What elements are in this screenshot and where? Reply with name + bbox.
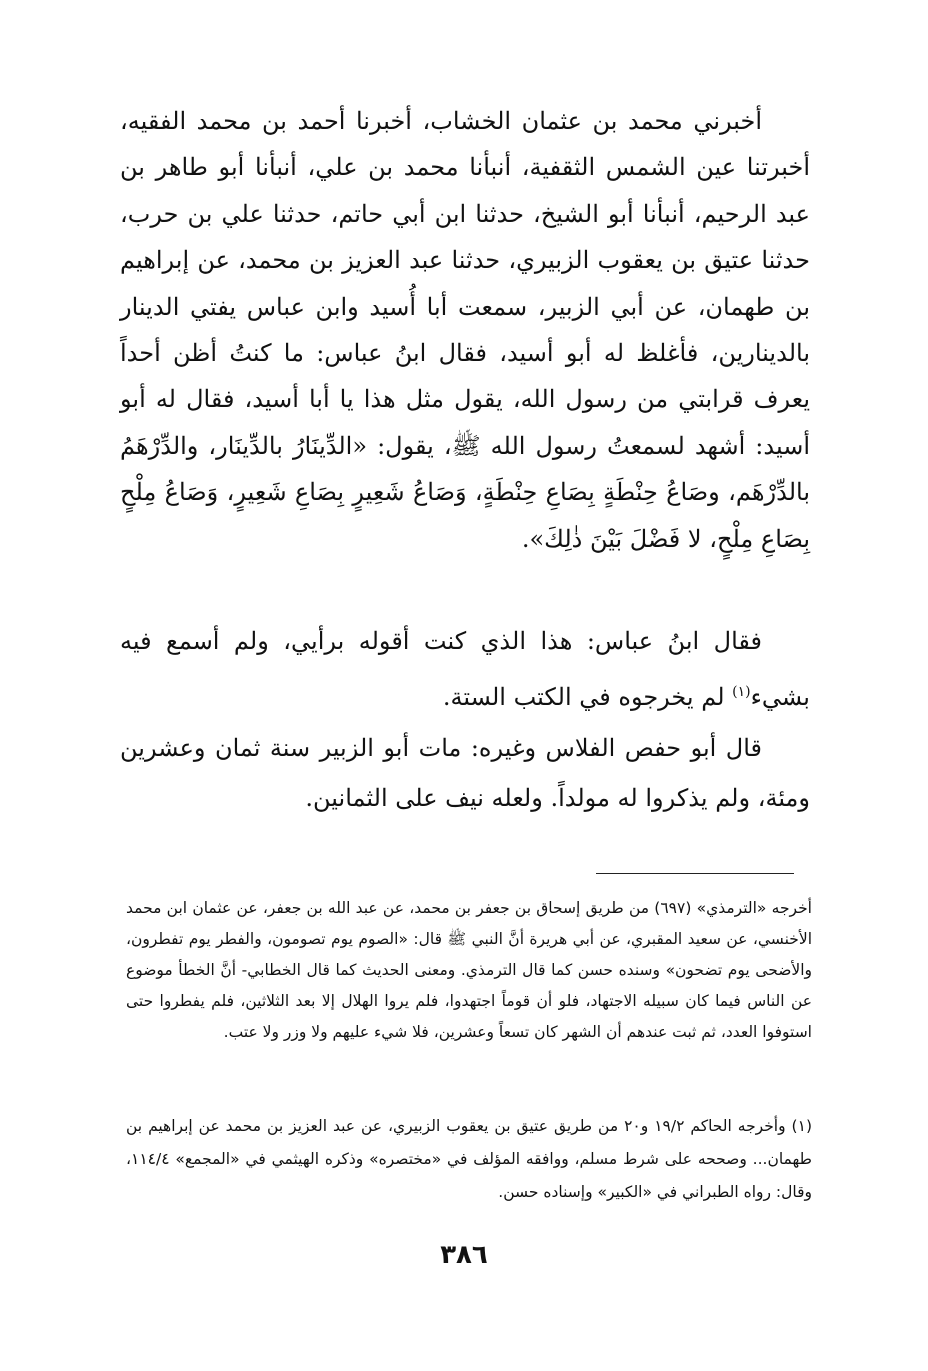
paragraph-ibn-abbas-reply <box>120 613 810 725</box>
paragraph-ibn-abbas-text: فقال ابنُ عباس: هذا الذي كنت أقوله برأيي، ولم أسمع فيه بشيء <box>120 627 810 711</box>
footnote-ref-1: (١) <box>732 684 751 700</box>
footnote-1-hakim: (١) وأخرجه الحاكم ١٩/٢ و٢٠ من طريق عتيق بن يعقوب الزبيري، عن عبد العزيز بن محمد عن إبراهيم بن طهمان... وصححه على شرط مسلم، ووافقه المؤلف في «مختصره» وذكره الهيثمي في «المجمع» ١١٤/٤، وقال: رواه الطبراني في «الكبير» وإسناده حسن. <box>126 1117 812 1201</box>
footnote-tirmidhi: أخرجه «الترمذي» (٦٩٧) من طريق إسحاق بن جعفر بن محمد، عن عبد الله بن جعفر، عن عثمان ابن محمد الأخنسي، عن سعيد المقبري، عن أبي هريرة أنَّ النبي ﷺ قال: «الصوم يوم تصومون، والفطر يوم تفطرون، والأضحى يوم تضحون» وسنده حسن كما قال الترمذي. ومعنى الحديث كما قال الخطابي- أنَّ الخطأ موضوع عن الناس فيما كان سبيله الاجتهاد، فلو أن قوماً اجتهدوا، فلم يروا الهلال إلا بعد الثلاثين، فلم يفطروا حتى استوفوا العدد، ثم ثبت عندهم أن الشهر كان تسعاً وعشرين، فلا شيء عليهم ولا وزر ولا عتب. <box>126 899 812 1041</box>
footnote-divider <box>596 873 794 874</box>
paragraph-ibn-abbas-end: لم يخرجوه في الكتب الستة. <box>442 683 725 711</box>
paragraph-abu-hafs: قال أبو حفص الفلاس وغيره: مات أبو الزبير سنة ثمان وعشرين ومئة، ولم يذكروا له مولداً. ولعله نيف على الثمانين. <box>120 734 810 812</box>
paragraph-isnad-hadith: أخبرني محمد بن عثمان الخشاب، أخبرنا أحمد بن محمد الفقيه، أخبرتنا عين الشمس الثقفية، أنبأنا محمد بن علي، أنبأنا أبو طاهر بن عبد الرحيم، أنبأنا أبو الشيخ، حدثنا ابن أبي حاتم، حدثنا علي بن حرب، حدثنا عتيق بن يعقوب الزبيري، حدثنا عبد العزيز بن محمد، عن إبراهيم بن طهمان، عن أبي الزبير، سمعت أبا أُسيد وابن عباس يفتي الدينار بالدينارين، فأغلظ له أبو أسيد، فقال ابنُ عباس: ما كنتُ أظن أحداً يعرف قرابتي من رسول الله، يقول مثل هذا يا أبا أسيد، فقال له أبو أسيد: أشهد لسمعتُ رسول الله ﷺ، يقول: «الدِّينَارُ بالدِّينَار، والدِّرْهَمُ بالدِّرْهَم، وصَاعُ حِنْطَةٍ بِصَاعِ حِنْطَةٍ، وَصَاعُ شَعِيرٍ بِصَاعِ شَعِيرٍ، وَصَاعُ مِلْحٍ بِصَاعِ مِلْحٍ، لا فَضْلَ بَيْنَ ذٰلِكَ». <box>120 107 810 553</box>
page-number: ٣٨٦ <box>440 1240 488 1270</box>
